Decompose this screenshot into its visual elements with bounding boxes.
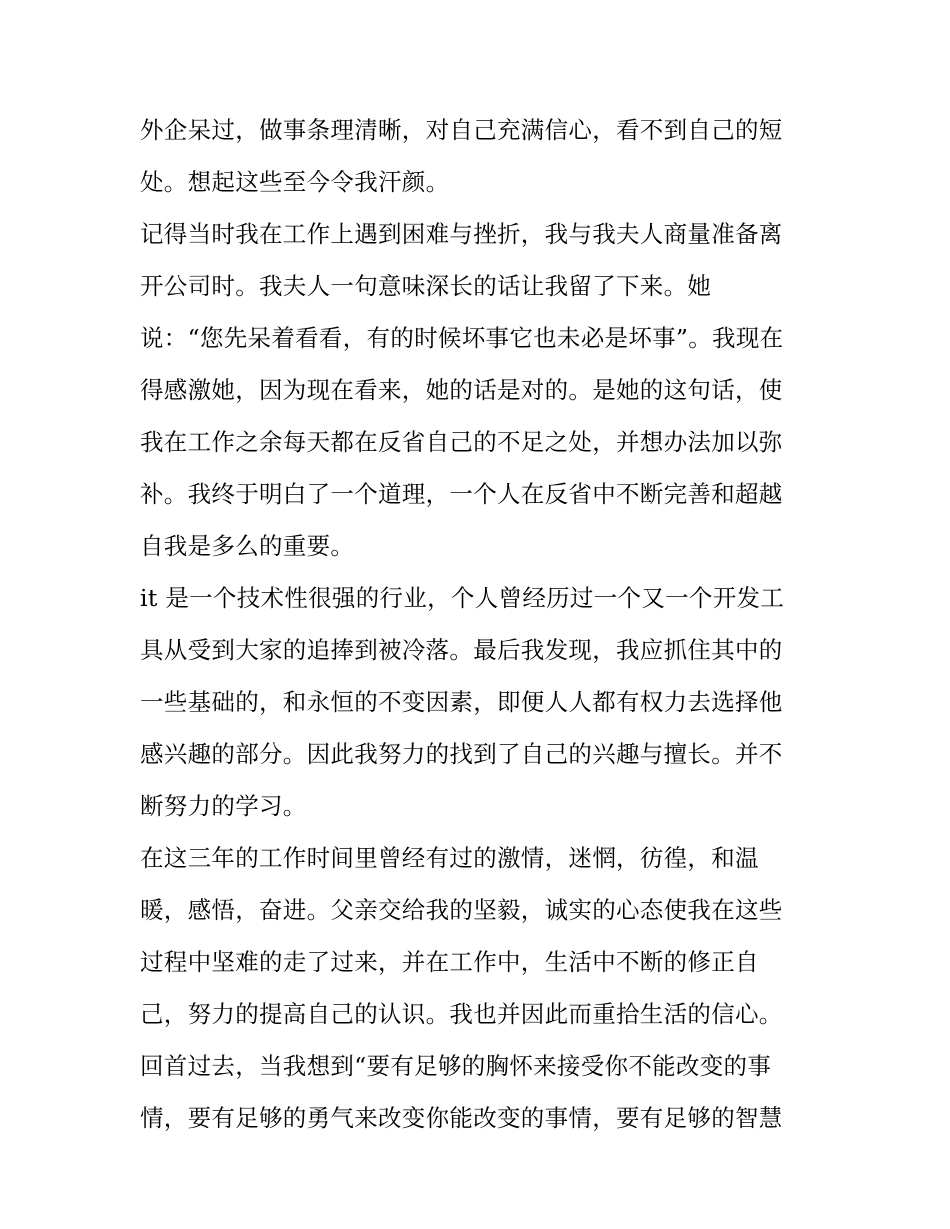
text-line: 我在工作之余每天都在反省自己的不足之处，并想办法加以弥 — [140, 428, 783, 456]
text-line: 过程中坚难的走了过来，并在工作中，生活中不断的修正自 — [140, 948, 759, 976]
text-line: 自我是多么的重要。 — [140, 532, 355, 560]
text-line: 补。我终于明白了一个道理，一个人在反省中不断完善和超越 — [140, 480, 783, 508]
text-line: 暖，感悟，奋进。父亲交给我的坚毅，诚实的心态使我在这些 — [140, 896, 783, 924]
text-line: 断努力的学习。 — [140, 792, 307, 820]
text-line: 具从受到大家的追捧到被冷落。最后我发现，我应抓住其中的 — [140, 636, 783, 664]
text-line: 外企呆过，做事条理清晰，对自己充满信心，看不到自己的短 — [140, 116, 783, 144]
text-line: 己，努力的提高自己的认识。我也并因此而重拾生活的信心。 — [140, 1000, 783, 1028]
text-line: 感兴趣的部分。因此我努力的找到了自己的兴趣与擅长。并不 — [140, 740, 783, 768]
text-line: 说：“您先呆着看看，有的时候坏事它也未必是坏事”。我现在 — [140, 324, 784, 352]
text-line: 开公司时。我夫人一句意味深长的话让我留了下来。她 — [140, 272, 712, 300]
text-line: 情，要有足够的勇气来改变你能改变的事情，要有足够的智慧 — [140, 1104, 783, 1132]
text-line: 回首过去，当我想到“要有足够的胸怀来接受你不能改变的事 — [140, 1052, 772, 1080]
text-line: 处。想起这些至今令我汗颜。 — [140, 168, 450, 196]
document-body — [140, 104, 820, 1144]
text-line: 在这三年的工作时间里曾经有过的激情，迷惘，彷徨，和温 — [140, 844, 759, 872]
text-line: 得感激她，因为现在看来，她的话是对的。是她的这句话，使 — [140, 376, 783, 404]
text-line: 记得当时我在工作上遇到困难与挫折，我与我夫人商量准备离 — [140, 220, 783, 248]
text-line: it 是一个技术性很强的行业，个人曾经历过一个又一个开发工 — [140, 584, 785, 612]
text-line: 一些基础的，和永恒的不变因素，即便人人都有权力去选择他 — [140, 688, 783, 716]
